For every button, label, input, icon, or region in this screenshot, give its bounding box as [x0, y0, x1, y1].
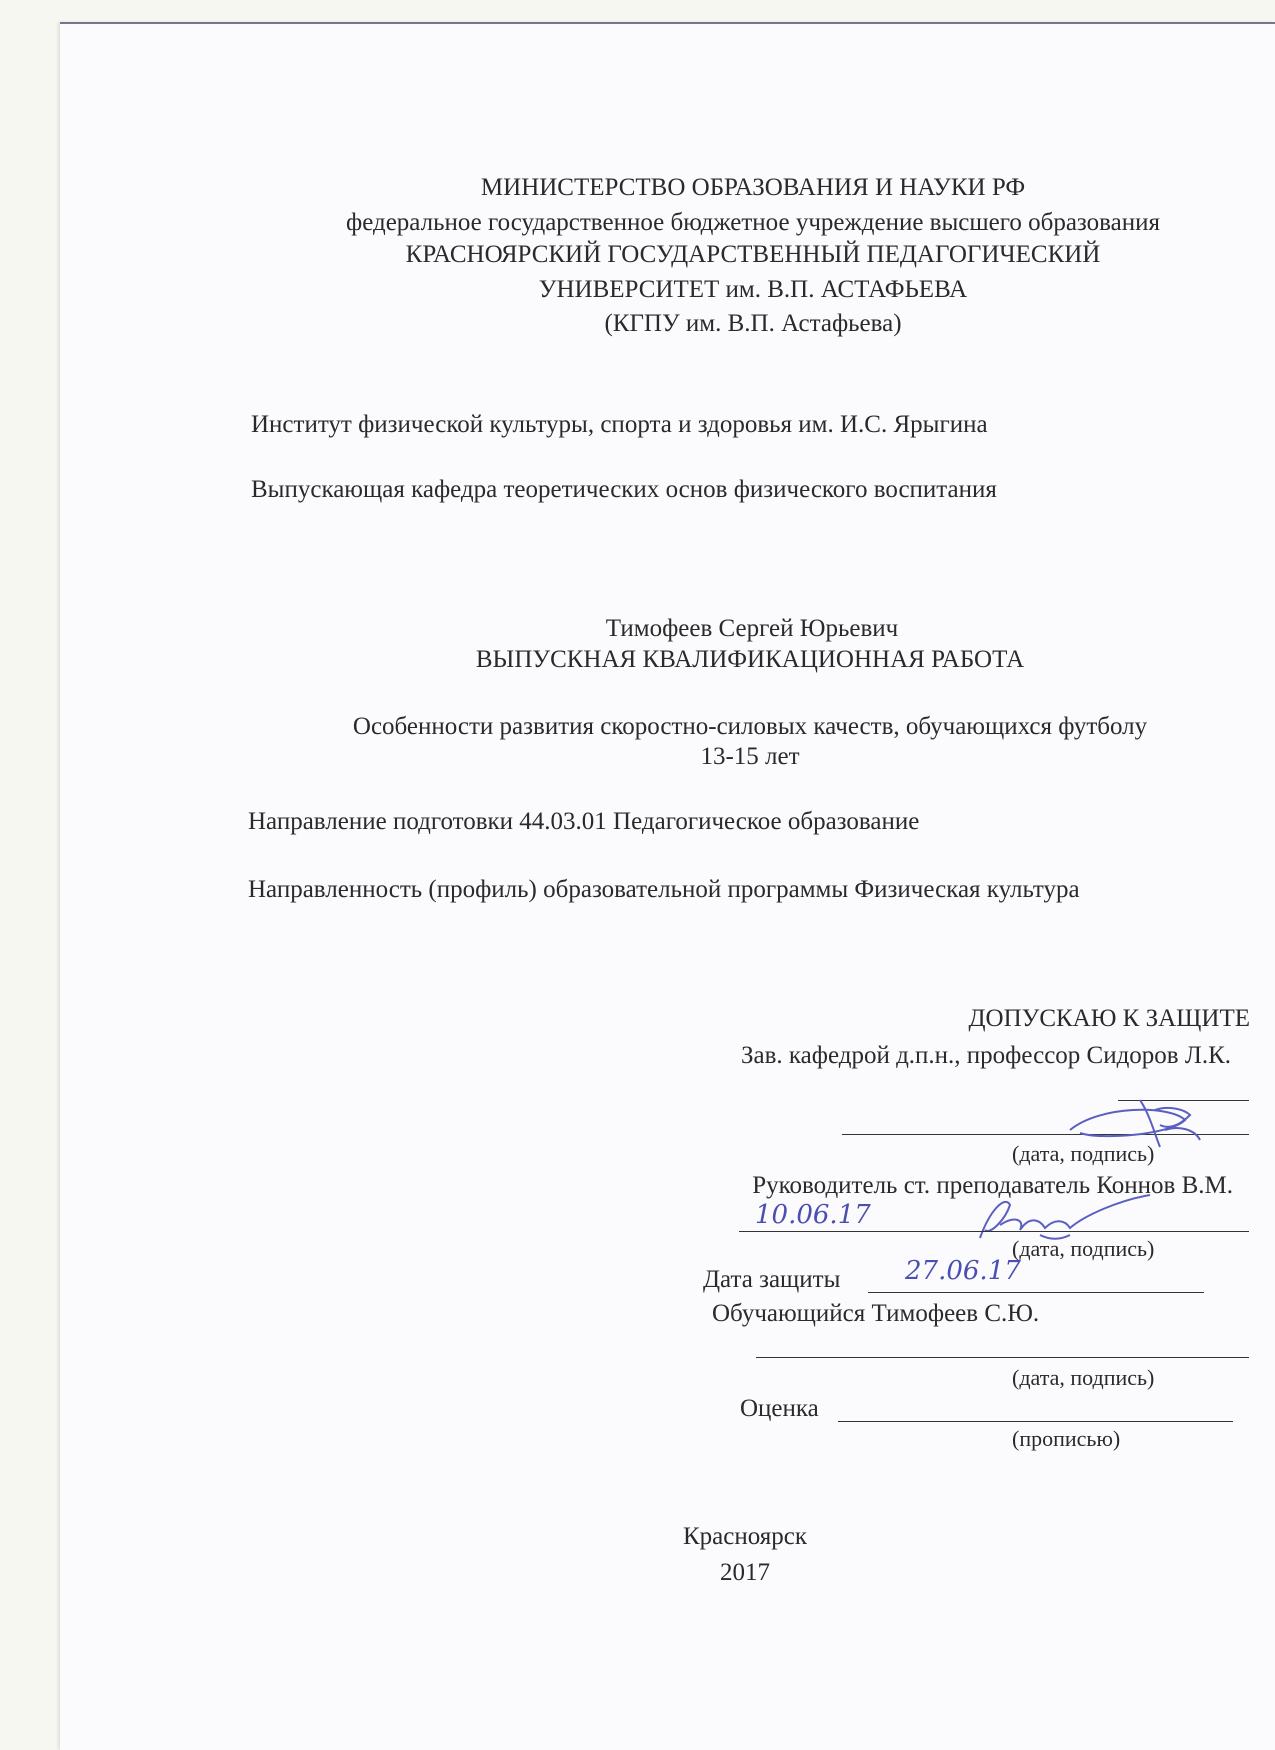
date-sign-caption: (дата, подпись) [1012, 1365, 1155, 1390]
date-sign-caption: (дата, подпись) [1012, 1141, 1155, 1166]
year: 2017 [720, 1559, 770, 1586]
defense-date-label: Дата защиты [703, 1266, 841, 1293]
grade-caption: (прописью) [1012, 1426, 1121, 1451]
thesis-title-line1: Особенности развития скоростно-силовых качеств, обучающихся футболу [352, 713, 1148, 740]
study-direction: Направление подготовки 44.03.01 Педагогическое образование [248, 808, 920, 835]
defense-date: 27.06.17 [905, 1256, 1021, 1286]
grade-label: Оценка [740, 1395, 819, 1422]
department: Выпускающая кафедра теоретических основ физического воспитания [251, 476, 997, 503]
thesis-title-line2: 13-15 лет [700, 743, 800, 770]
student-signature-line [756, 1357, 1249, 1358]
supervisor-signature-line [739, 1231, 1249, 1232]
approval-heading: ДОПУСКАЮ К ЗАЩИТЕ [968, 1005, 1250, 1032]
city: Красноярск [682, 1523, 808, 1550]
work-type: ВЫПУСКНАЯ КВАЛИФИКАЦИОННАЯ РАБОТА [475, 646, 1025, 673]
head-of-department: Зав. кафедрой д.п.н., профессор Сидоров Л.К. [740, 1042, 1231, 1069]
author: Тимофеев Сергей Юрьевич [605, 615, 899, 642]
student: Обучающийся Тимофеев С.Ю. [712, 1300, 1040, 1327]
ministry: МИНИСТЕРСТВО ОБРАЗОВАНИЯ И НАУКИ РФ [480, 174, 1026, 201]
study-profile: Направленность (профиль) образовательной программы Физическая культура [248, 876, 1080, 903]
grade-line [838, 1421, 1233, 1422]
university-short-name: (КГПУ им. В.П. Астафьева) [604, 310, 902, 337]
date-sign-caption: (дата, подпись) [1012, 1236, 1155, 1261]
supervisor: Руководитель ст. преподаватель Коннов В.М. [752, 1172, 1233, 1199]
defense-date-line [868, 1292, 1204, 1293]
university-name-line1: КРАСНОЯРСКИЙ ГОСУДАРСТВЕННЫЙ ПЕДАГОГИЧЕСКИЙ [405, 241, 1101, 268]
university-name-line2: УНИВЕРСИТЕТ им. В.П. АСТАФЬЕВА [538, 276, 968, 303]
institution-type: федеральное государственное бюджетное учреждение высшего образования [346, 209, 1160, 236]
supervisor-sign-date: 10.06.17 [755, 1200, 871, 1230]
institute: Институт физической культуры, спорта и здоровья им. И.С. Ярыгина [251, 411, 988, 438]
